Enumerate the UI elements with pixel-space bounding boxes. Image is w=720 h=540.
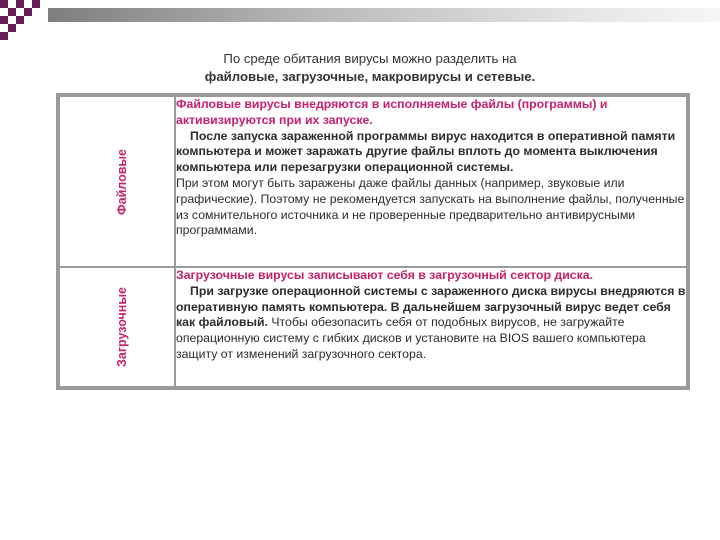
corner-checker-decoration [0,0,48,48]
boot-virus-heading: Загрузочные вирусы записывают себя в загрузочный сектор диска. [176,268,594,282]
boot-virus-paragraph [176,284,686,363]
intro-line-2: файловые, загрузочные, макровирусы и сетевые. [204,69,536,84]
title-bar-decoration [48,8,720,22]
table-row-file-viruses [58,95,688,267]
boot-virus-normal-text: Чтобы обезопасить себя от подобных вирусов, не загружайте операционную систему с гибких дисков и установите на BIOS вашего компьютера защиту от изменений загрузочного сектора. [176,315,646,361]
row-label-boot: Загрузочные [115,287,129,367]
row-content-cell [175,95,688,267]
table-row-boot-viruses [58,267,688,388]
file-virus-normal-text: При этом могут быть заражены даже файлы данных (например, звуковые или графические). Поэтому не рекомендуется запускать на выполнение файлы, полученные из сомнительного источника и не проверенные предварительно антивирусными программами. [176,175,685,238]
row-label-cell [58,95,175,267]
row-label-cell [58,267,175,388]
intro-text [120,50,620,86]
row-label-file: Файловые [115,148,129,215]
virus-types-table [56,93,690,390]
file-virus-heading: Файловые вирусы внедряются в исполняемые файлы (программы) и активизируются при их запуске. [176,97,608,127]
file-virus-bold-text: После запуска зараженной программы вирус находится в оперативной памяти компьютера и может заражать другие файлы вплоть до момента выключения компьютера или перезагрузки операционной системы. [176,128,676,175]
row-content-cell [175,267,688,388]
intro-line-1: По среде обитания вирусы можно разделить на [223,51,517,66]
boot-virus-bold-text: При загрузке операционной системы с зараженного диска вирусы внедряются в оперативную память компьютера. В дальнейшем загрузочный вирус ведет себя как файловый. [176,283,686,330]
